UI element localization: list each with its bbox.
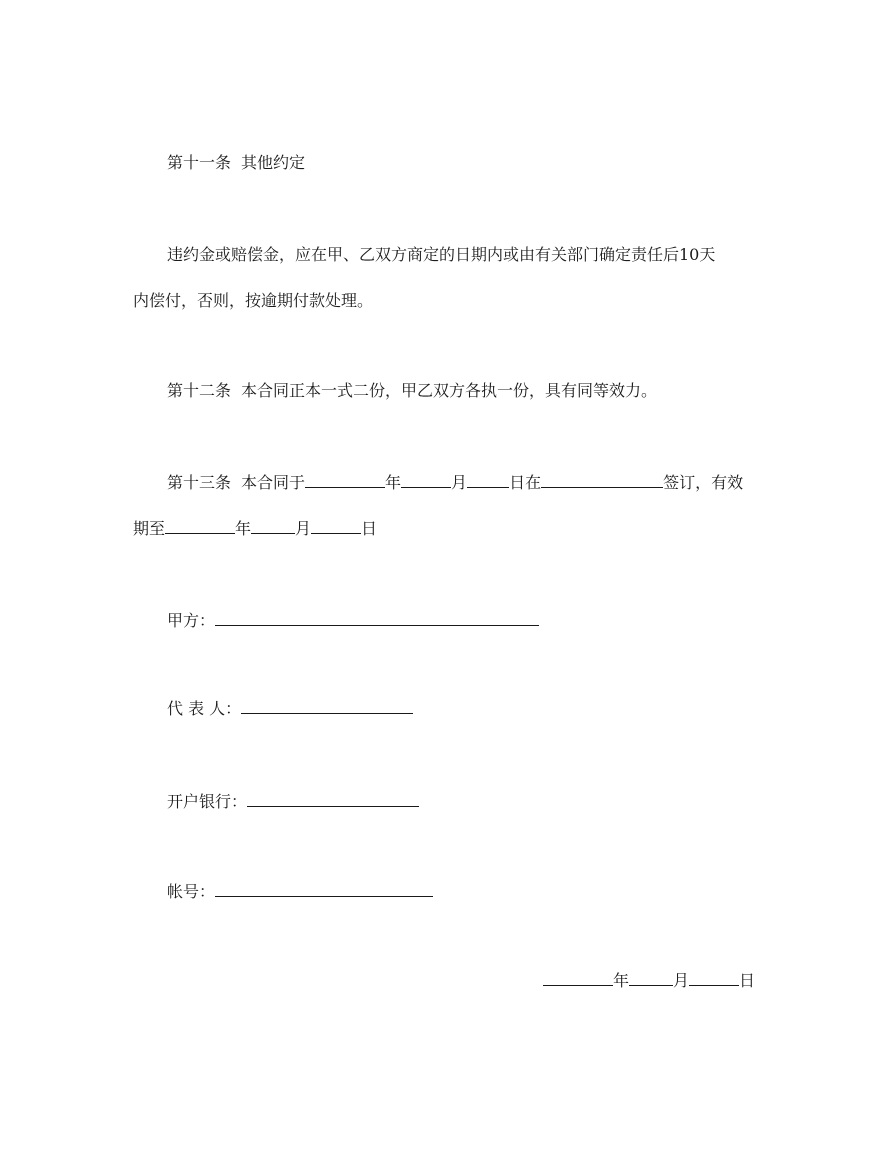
representative-row bbox=[167, 697, 413, 717]
article-12-text: 本合同正本一式二份，甲乙双方各执一份，具有同等效力。 bbox=[241, 381, 658, 400]
account-row bbox=[167, 880, 433, 900]
valid-year-label: 年 bbox=[235, 519, 252, 538]
sign-day-blank[interactable] bbox=[467, 471, 509, 488]
article-13-line-1 bbox=[167, 471, 743, 491]
party-a-label: 甲方： bbox=[167, 611, 216, 630]
footer-day-blank[interactable] bbox=[689, 969, 739, 986]
valid-year-blank[interactable] bbox=[165, 517, 235, 534]
representative-label: 代 表 人： bbox=[167, 699, 242, 718]
sign-place-blank[interactable] bbox=[541, 471, 663, 488]
valid-day-blank[interactable] bbox=[311, 517, 361, 534]
valid-month-blank[interactable] bbox=[251, 517, 295, 534]
footer-month-label: 月 bbox=[673, 971, 690, 990]
footer-year-label: 年 bbox=[613, 971, 630, 990]
valid-until-label: 期至 bbox=[133, 519, 166, 538]
sign-month-blank[interactable] bbox=[401, 471, 451, 488]
article-11-title bbox=[167, 153, 305, 173]
signed-valid-label: 签订，有效 bbox=[663, 473, 744, 492]
party-a-blank[interactable] bbox=[215, 609, 539, 626]
sign-day-at-label: 日在 bbox=[509, 473, 542, 492]
article-12-heading: 第十二条 bbox=[167, 381, 232, 400]
article-11-heading: 第十一条 bbox=[167, 153, 232, 172]
sign-year-label: 年 bbox=[385, 473, 402, 492]
footer-day-label: 日 bbox=[739, 971, 756, 990]
bank-label: 开户银行： bbox=[167, 792, 248, 811]
footer-date bbox=[543, 969, 755, 989]
footer-month-blank[interactable] bbox=[629, 969, 673, 986]
article-11-body-line-1: 违约金或赔偿金，应在甲、乙双方商定的日期内或由有关部门确定责任后10天 bbox=[167, 245, 716, 264]
sign-year-blank[interactable] bbox=[305, 471, 385, 488]
article-12 bbox=[167, 381, 657, 401]
bank-row bbox=[167, 790, 419, 810]
article-13-heading: 第十三条 bbox=[167, 473, 232, 492]
account-label: 帐号： bbox=[167, 882, 216, 901]
sign-month-label: 月 bbox=[451, 473, 468, 492]
article-11-subject: 其他约定 bbox=[241, 153, 306, 172]
article-13-line-2 bbox=[133, 517, 377, 537]
footer-year-blank[interactable] bbox=[543, 969, 613, 986]
article-11-body-line-2: 内偿付，否则，按逾期付款处理。 bbox=[133, 291, 374, 310]
valid-month-label: 月 bbox=[295, 519, 312, 538]
article-13-prefix: 本合同于 bbox=[241, 473, 306, 492]
valid-day-label: 日 bbox=[361, 519, 378, 538]
account-blank[interactable] bbox=[215, 880, 433, 897]
party-a-row bbox=[167, 609, 539, 629]
representative-blank[interactable] bbox=[241, 697, 413, 714]
bank-blank[interactable] bbox=[247, 790, 419, 807]
